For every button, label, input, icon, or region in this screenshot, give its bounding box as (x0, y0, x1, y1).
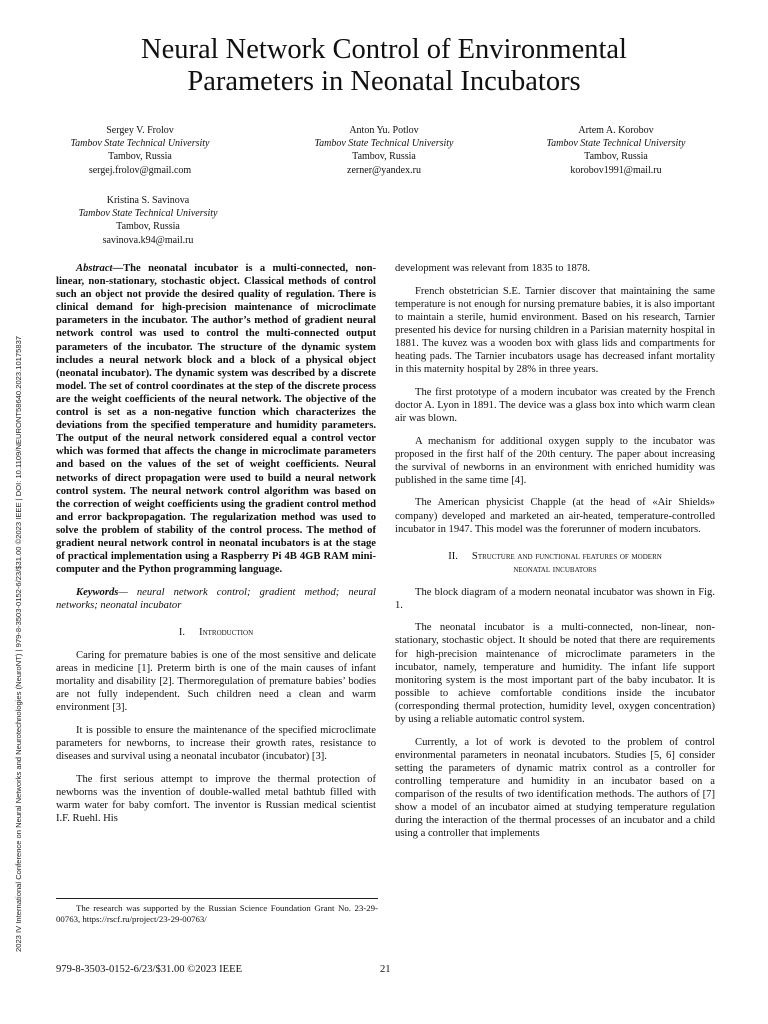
author-block-4 (48, 194, 248, 247)
paragraph: A mechanism for additional oxygen supply to the incubator was proposed in the first half of the 20th century. The paper about increasing the survival of newborns in an environment with enriched humidity was published in the same time [4]. (395, 435, 715, 486)
author-name: Kristina S. Savinova (106, 195, 190, 206)
author-city: Tambov, Russia (584, 151, 648, 163)
keywords (56, 586, 376, 612)
author-affiliation: Tambov State Technical University (78, 208, 218, 220)
section-title: Introduction (199, 626, 254, 638)
author-city: Tambov, Russia (352, 151, 416, 163)
section-title-line-2: neonatal incubators (513, 563, 597, 575)
author-email: korobov1991@mail.ru (570, 164, 662, 176)
paragraph: French obstetrician S.E. Tarnier discover that maintaining the same temperature is not enough for nursing premature babies, it is also important to maintain a sterile, humid environment. Based on his research, Tarnier presented his device for nursing children in a Parisian maternity hospital in 1881. The kuvez was a wooden box with glass lids and compartments for heating pads. The Tarnier incubators usage has decreased infant mortality in this maternity hospital by 28% in three years. (395, 285, 715, 376)
author-email: savinova.k94@mail.ru (102, 234, 194, 246)
paragraph: The American physicist Chapple (at the head of «Air Shields» company) developed and marketed an air-heated, temperature-controlled incubator in 1947. This model was the forerunner of modern incubators. (395, 497, 715, 535)
keywords-label: Keywords (76, 586, 119, 598)
author-block-3 (516, 124, 716, 177)
author-city: Tambov, Russia (108, 151, 172, 163)
footnote: The research was supported by the Russian Science Foundation Grant No. 23-29-00763, https://rscf.ru/project/23-29-00763/ (56, 898, 378, 925)
author-block-2 (284, 124, 484, 177)
author-block-1 (40, 124, 240, 177)
paragraph: The first prototype of a modern incubator was created by the French doctor A. Lyon in 1891. The device was a glass box into which warm clean air was blown. (395, 386, 715, 424)
paragraph: The block diagram of a modern neonatal incubator was shown in Fig. 1. (395, 586, 715, 611)
paper-title (40, 34, 728, 98)
paper-title-line-2: Parameters in Neonatal Incubators (187, 66, 581, 97)
section-title-line-1: Structure and functional features of modern (471, 550, 662, 562)
left-column (56, 262, 376, 835)
author-email: zerner@yandex.ru (347, 164, 421, 176)
author-email: sergej.frolov@gmail.com (88, 164, 192, 176)
author-name: Sergey V. Frolov (106, 125, 174, 136)
abstract-text: —The neonatal incubator is a multi-connected, non-linear, non-stationary, stochastic object. Classical methods of control such an object not provide the desired quality of regulation. There is clinical demand for high-precision maintenance of microclimate parameters in the incubator. The author’s method of gradient neural network control was used to control the multi-connected output parameters of the incubator. The structure of the dynamic system includes a neural network block and a block of a physical object (neonatal incubator). The dynamic system was described by a discrete model. The set of control coordinates at the step of the discrete process are the weight coefficients of the neural network. The objective of the control is set as a non-negative function which characterizes the deviations from the specified temperature and humidity parameters. The output of the neural network considered equal a control vector which was formed that affects the change in microclimate parameters and based on the values of the set of weight coefficients. Neural networks of direct propagation were used to build a neural network control system. The neural network control algorithm was based on the correction of weight coefficients using the gradient control method and error backpropagation. The regularization method was used to solve the problem of stability of the control process. The method of gradient neural network control in neonatal incubators is at the stage of practical implementation using a Raspberry Pi 4B 4GB RAM mini-computer and the Python programming language. (56, 263, 376, 576)
footer-copyright: 979-8-3503-0152-6/23/$31.00 ©2023 IEEE (56, 964, 243, 975)
author-affiliation: Tambov State Technical University (70, 138, 210, 150)
page-number: 21 (380, 964, 391, 975)
author-name: Artem A. Korobov (578, 125, 654, 136)
paragraph: Caring for premature babies is one of the most sensitive and delicate areas in medicine [1]. Preterm birth is one of the main causes of infant mortality and disability [2]. Thermoregulation of premature babies’ bodies are not fully independent. Such children need a clean and warm environment [3]. (56, 649, 376, 714)
paragraph: The first serious attempt to improve the thermal protection of newborns was the invention of double-walled metal bathtub filled with warm water for baby comfort. The inventor is Russian medical scientist I.F. Ruehl. His (56, 773, 376, 824)
paragraph: Currently, a lot of work is devoted to the problem of control environmental parameters in neonatal incubators. Studies [5, 6] consider setting the parameters of dynamic matrix control as a controller for controlling temperature and humidity in an incubator based on a comparison of the results of two identification methods. The authors of [7] show a model of an incubator aimed at studying temperature regulation during the interaction of the thermal processes of an incubator and a child using a controller that implements (395, 736, 715, 840)
author-affiliation: Tambov State Technical University (314, 138, 454, 150)
right-column (395, 262, 715, 850)
abstract (56, 262, 376, 576)
side-citation-text: 2023 IV International Conference on Neural Networks and Neurotechnologies (NeuroNT) | 979-8-3503-0152-6/23/$31.00 ©2023 IEEE | DOI: 10.1109/NEURONT58640.2023.10175837 (14, 335, 23, 952)
section-heading-structure (395, 550, 715, 576)
abstract-label: Abstract (76, 263, 113, 274)
section-heading-introduction (56, 626, 376, 639)
paragraph-continued: development was relevant from 1835 to 1878. (395, 263, 591, 274)
paragraph: The neonatal incubator is a multi-connected, non-linear, non-stationary, stochastic object. It should be noted that there are requirements for high-precision maintenance of microclimate parameters in the incubator, namely, temperature and humidity. The infant life support monitoring system is the most important part of the baby incubator. It is possible to achieve comfortable conditions inside the incubator (corresponding thermal protection, humidity level, oxygen concentration) by using a reliable automatic control system. (395, 622, 715, 726)
author-city: Tambov, Russia (116, 221, 180, 233)
section-number: II. (448, 550, 458, 562)
paragraph: It is possible to ensure the maintenance of the specified microclimate parameters for newborns, to increase their growth rates, resistance to diseases and survival using a neonatal incubator (incubator) [3]. (56, 724, 376, 763)
author-name: Anton Yu. Potlov (349, 125, 419, 136)
section-number: I. (178, 626, 186, 638)
paper-title-line-1: Neural Network Control of Environmental (141, 34, 627, 65)
keywords-text: — neural network control; gradient method; neural networks; neonatal incubator (56, 586, 376, 611)
author-affiliation: Tambov State Technical University (546, 138, 686, 150)
